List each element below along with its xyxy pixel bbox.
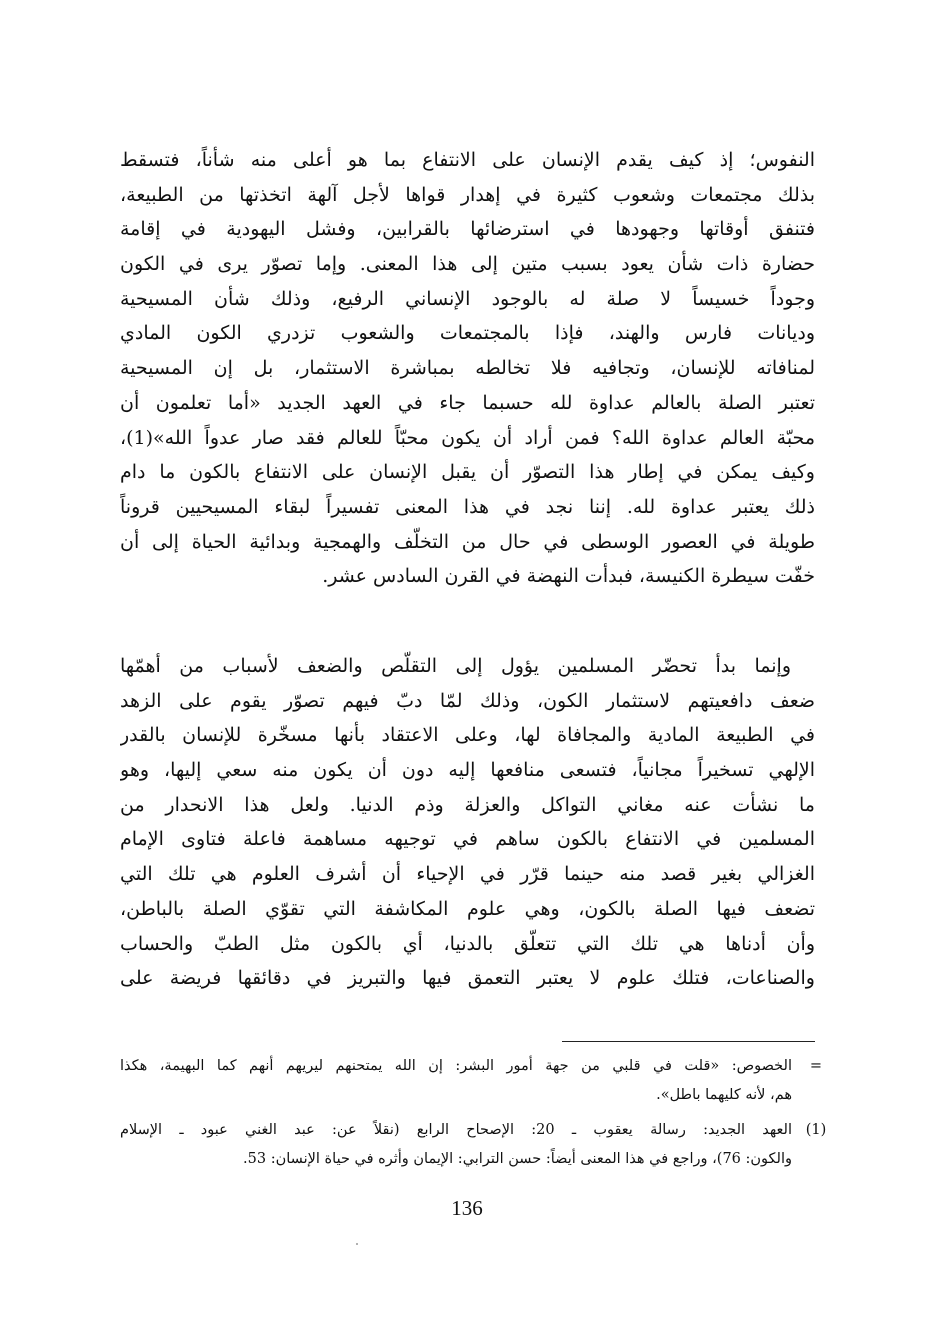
text-line: فتنفق أوقاتها وجهودها في استرضائها بالقرابين، وفشل اليهودية في إقامة — [120, 218, 815, 241]
text-line: تضعف فيها الصلة بالكون، وهي علوم المكاشفة التي تقوّي الصلة بالباطن، — [120, 897, 815, 920]
paragraph-1 — [120, 143, 815, 594]
page-number: 136 — [451, 1196, 483, 1220]
text-line: النفوس؛ إذ كيف يقدم الإنسان على الانتفاع بما هو أعلى منه شأناً، فتسقط — [120, 149, 815, 171]
text-line: في الطبيعة المادية والمجافاة لها، وعلى الاعتقاد بأنها مسخّرة للإنسان بالقدر — [120, 724, 815, 747]
text-line: المسلمين في الانتفاع بالكون ساهم في توجيهه مساهمة فاعلة فتاوى الإمام — [120, 828, 815, 851]
text-line: وأن أدناها هي تلك التي تتعلّق بالدنيا، أي بالكون مثل الطبّ والحساب — [120, 932, 815, 955]
text-line: وديانات فارس والهند، فإذا بالمجتمعات والشعوب تزدري الكون المادي — [120, 322, 815, 345]
text-line: ذلك يعتبر عداوة لله. إننا نجد في هذا المعنى تفسيراً لبقاء المسيحيين قروناً — [120, 495, 815, 518]
text-line: ضعف دافعيتهم لاستثمار الكون، وذلك لمّا دبّ فيهم تصوّر يقوم على الزهد — [120, 689, 815, 712]
footnote-line: هم، لأنه كليهما باطل». — [656, 1087, 792, 1103]
text-line: وإنما بدأ تحضّر المسلمين يؤول إلى التقلّص والضعف لأسباب من أهمّها — [120, 655, 791, 677]
paragraph-2 — [120, 649, 815, 996]
text-line: تعتبر الصلة بالعالم عداوة لله حسبما جاء في العهد الجديد «أما تعلمون أن — [120, 391, 815, 414]
text-line: وجوداً خسيساً لا صلة له بالوجود الإنساني الرفيع، وذلك شأن المسيحية — [120, 287, 815, 310]
footnote-line: الخصوص: «قلت في قلبي من جهة أمور البشر: إن الله يمتحنهم ليريهم أنهم كما البهيمة، هكذا — [120, 1058, 792, 1074]
scan-speck — [356, 1243, 358, 1245]
text-line: محبّة العالم عداوة الله؟ فمن أراد أن يكون محبّاً للعالم فقد صار عدواً الله»(1)، — [120, 426, 815, 449]
text-line: بذلك مجتمعات وشعوب كثيرة في إهدار قواها لأجل آلهة اتخذتها من الطبيعة، — [120, 183, 815, 206]
footnote-separator — [562, 1041, 815, 1042]
text-line: الغزالي بغير قصد منه حينما قرّر في الإحياء أن أشرف العلوم هي تلك التي — [120, 863, 815, 886]
text-line: خفّت سيطرة الكنيسة، فبدأت النهضة في القرن السادس عشر. — [322, 565, 815, 588]
footnote-line: والكون: 76)، وراجع في هذا المعنى أيضاً: حسن الترابي: الإيمان وأثره في حياة الإنسان: 53. — [243, 1151, 792, 1167]
footnote-line: العهد الجديد: رسالة يعقوب ـ 20: الإصحاح الرابع (نقلاً عن: عبد الغني عبود ـ الإسلام — [120, 1122, 792, 1138]
text-line: والصناعات، فتلك علوم لا يعتبر التعمق فيها والتبريز في دقائقها فريضة على — [120, 967, 815, 990]
footnote-marker: (1) — [805, 1122, 827, 1138]
text-line: طويلة في العصور الوسطى في حال من التخلّف والهمجية وبدائية الحياة إلى أن — [120, 530, 815, 553]
footnote-marker: = — [809, 1058, 823, 1074]
text-line: لمنافاته للإنسان، وتجافيه فلا تخالطه بمباشرة الاستثمار، بل إن المسيحية — [120, 357, 815, 380]
text-line: الإلهي تسخيراً مجانياً، فتسعى منافعها إليه دون أن يكون منه سعي إليها، وهو — [120, 759, 815, 782]
text-line: حضارة ذات شأن يعود بسبب متين إلى هذا المعنى. وإما تصوّر يرى في الكون — [120, 253, 815, 276]
text-line: وكيف يمكن في إطار هذا التصوّر أن يقبل الإنسان على الانتفاع بالكون ما دام — [120, 461, 815, 484]
footnote-body — [120, 1052, 792, 1110]
text-line: ما نشأت عنه مغاني التواكل والعزلة وذم الدنيا. ولعل هذا الانحدار من — [120, 793, 815, 816]
footnote-body — [120, 1116, 792, 1174]
